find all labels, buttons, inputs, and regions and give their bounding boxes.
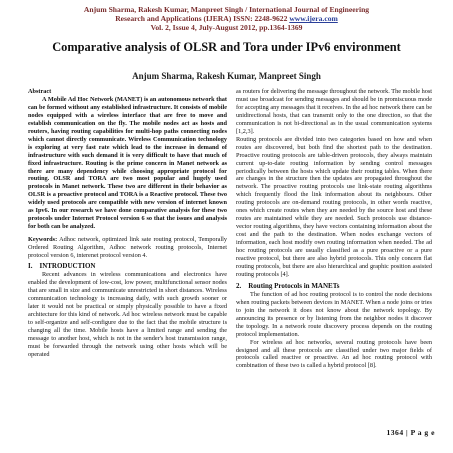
journal-header bbox=[0, 5, 453, 33]
intro-title: INTRODUCTION bbox=[39, 262, 96, 271]
keywords-label: Keywords: bbox=[28, 236, 58, 244]
paper-authors: Anjum Sharma, Rakesh Kumar, Manpreet Singh bbox=[132, 71, 321, 81]
section-2-number: 2. bbox=[236, 281, 242, 290]
journal-issn: Research and Applications (IJERA) ISSN: 2248-9622 bbox=[115, 14, 290, 24]
section-2-text: The function of ad hoc routing protocol is to control the node decisions when routing packets between devices in MANET. When a node joins or tries to join the network it does not know about the network topology. By announcing its presence or by listening from the neighbor nodes it discover the topology. In a network route discovery process depends on the routing protocol implementation. bbox=[236, 290, 432, 338]
section-2-title: Routing Protocols in MANETs bbox=[248, 281, 340, 290]
page-footer: 1364 | P a g e bbox=[386, 428, 435, 437]
journal-line-1: Anjum Sharma, Rakesh Kumar, Manpreet Singh / International Journal of Engineering bbox=[83, 5, 370, 14]
paper-title: Comparative analysis of OLSR and Tora under IPv6 environment bbox=[52, 40, 401, 54]
keywords bbox=[28, 236, 227, 260]
intro-text: Recent advances in wireless communications and electronics have enabled the development of low-cost, low power, multifunctional sensor nodes that are small in size and communicate unrestricted in short distances. Wireless communication technology is increasing daily, with such growth sooner or later it would not be practical or simply physically possible to have a fixed architecture for this kind of network. Ad hoc wireless network must be capable to self-organize and self-configure due to the fact that the mobile structure is changing all the time. Mobile hosts have a limited range and sending the message to another host, which is not in the sender's host transmission range, must be forwarded through the network using other hosts which will be operated bbox=[28, 270, 227, 358]
right-para-2: Routing protocols are divided into two categories based on how and when routes are discovered, but both find the shortest path to the destination. Proactive routing protocols are table-driven protocols, they always maintain current up-to-date routing information by sending control messages periodically between the hosts which update their routing tables. When there are changes in the structure then the updates are propagated throughout the network. The proactive routing protocols use link-state routing algorithms which frequently flood the link information about its neighbours. Other routing protocols are on-demand routing protocols, in other words reactive, ones which create routes when they are needed by the source host and these routes are maintained while they are needed. Such protocols use distance-vector routing algorithms, they have vectors containing information about the cost and the path to the destination. When nodes exchange vectors of information, each host modify own routing information when needed. The ad hoc routing protocols are usually classified as a pure proactive or a pure reactive protocol, but there are also hybrid protocols. This only concern flat routing protocols, but there are also hierarchical and graphic position assisted routing protocols [4]. bbox=[236, 135, 432, 278]
right-para-1: as routers for delivering the message throughout the network. The mobile host must use broadcast for sending messages and should be in promiscuous mode for accepting any messages that it receives. In the ad hoc network there can be unidirectional hosts, that can transmit only to the one direction, so that the communication is not bi-directional as in the usual communication systems [1,2,3]. bbox=[236, 88, 432, 135]
journal-link[interactable]: www.ijera.com bbox=[289, 14, 338, 24]
intro-heading bbox=[28, 263, 227, 271]
journal-line-3: Vol. 2, Issue 4, July-August 2012, pp.1364-1369 bbox=[150, 23, 303, 33]
left-column bbox=[28, 88, 227, 358]
abstract-text: A Mobile Ad Hoc Network (MANET) is an autonomous network that can be formed without any established infrastructure. It consists of mobile nodes equipped with a wireless interface that are free to move and establish communication on the fly. The mobile nodes act as hosts and routers, having routing capabilities for multi-hop paths connecting nodes which cannot directly communicate. Wireless Communication technology is exploring at very fast rate which lead to the increase in demand of infrastructure with such demand it is very difficult to have that much of fixed infrastructure. Routing is the prime concern in Manet network as there are many dependency while choosing appropriate protocol for routing. OLSR and TORA are two most popular and hugely used protocols in Manet network. These two are different in their behavior as OLSR is a proactive protocol and TORA is a Reactive protocol. These two widely used protocols are compatible with new version of internet known as Ipv6. In our research we have done comparative analysis for these two protocols under Internet Protocol version 6 so that the issues and analysis for both can be analyzed. bbox=[28, 95, 227, 231]
section-2-heading bbox=[236, 283, 432, 291]
abstract-heading: Abstract bbox=[28, 88, 52, 95]
section-2-text-2: For wireless ad hoc networks, several routing protocols have been designed and all these protocols are classified under two major fields of protocols called reactive or proactive. An ad hoc routing protocol with combination of these two is called a hybrid protocol [8]. bbox=[236, 338, 432, 370]
right-column bbox=[236, 88, 432, 370]
journal-line-2 bbox=[0, 14, 453, 23]
intro-number: I. bbox=[28, 262, 33, 271]
keywords-text: Adhoc network, optimized link sate routing protocol, Temporally Ordered Routing Algorithm, Adhoc network routing protocols, Internet protocol version 6, interenet protocol version 4. bbox=[28, 236, 227, 260]
